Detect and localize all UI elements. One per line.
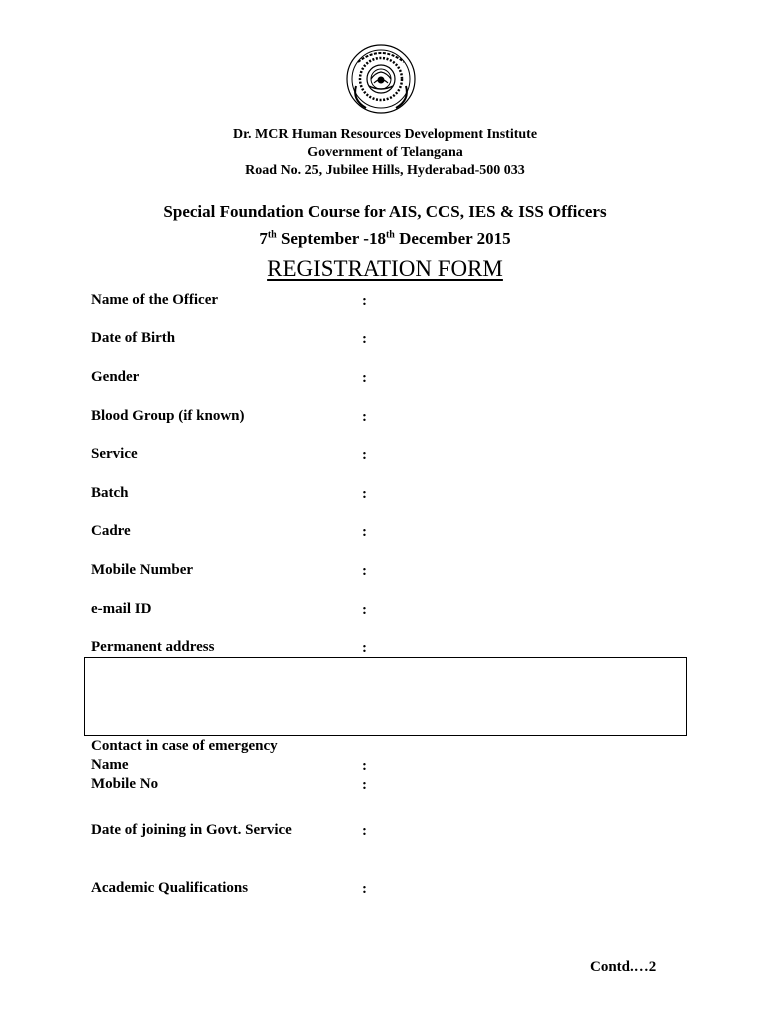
field-colon-joining-date: : <box>362 823 367 839</box>
continued-note: Contd.…2 <box>590 959 657 975</box>
institute-name: Dr. MCR Human Resources Development Institute <box>232 127 538 142</box>
field-colon-blood-group: : <box>362 409 367 425</box>
field-colon-qualifications: : <box>362 881 367 897</box>
field-colon-gender: : <box>362 370 367 386</box>
field-colon-mobile: : <box>362 563 367 579</box>
field-label-batch: Batch <box>91 485 129 501</box>
field-label-dob: Date of Birth <box>91 330 176 346</box>
field-colon-emergency-name: : <box>362 758 367 774</box>
field-label-gender: Gender <box>91 369 140 385</box>
start-month: September - <box>280 229 369 248</box>
field-label-cadre: Cadre <box>91 523 131 539</box>
institute-emblem-seal <box>344 42 418 116</box>
field-colon-dob: : <box>362 331 367 347</box>
end-day: 18 <box>368 229 386 248</box>
form-title-text: REGISTRATION FORM <box>267 256 503 281</box>
field-label-mobile: Mobile Number <box>91 562 194 578</box>
end-day-suffix: th <box>385 229 395 241</box>
emergency-contact-heading: Contact in case of emergency <box>91 738 278 754</box>
field-label-emergency-name: Name <box>91 757 129 773</box>
field-label-email: e-mail ID <box>91 601 152 617</box>
start-day: 7 <box>259 229 268 248</box>
field-label-blood-group: Blood Group (if known) <box>91 408 245 424</box>
end-date-rest: December 2015 <box>399 229 511 248</box>
field-label-qualifications: Academic Qualifications <box>91 880 249 896</box>
field-label-joining-date: Date of joining in Govt. Service <box>91 822 292 838</box>
government-name: Government of Telangana <box>307 145 463 160</box>
field-colon-name: : <box>362 293 367 309</box>
field-colon-emergency-mobile: : <box>362 777 367 793</box>
field-colon-batch: : <box>362 486 367 502</box>
field-colon-email: : <box>362 602 367 618</box>
field-label-permanent-address: Permanent address <box>91 639 215 655</box>
field-colon-permanent-address: : <box>362 640 367 656</box>
field-colon-service: : <box>362 447 367 463</box>
field-label-name: Name of the Officer <box>91 292 219 308</box>
permanent-address-box[interactable] <box>84 657 687 736</box>
field-label-service: Service <box>91 446 138 462</box>
form-title <box>0 255 770 283</box>
field-label-emergency-mobile: Mobile No <box>91 776 159 792</box>
start-day-suffix: th <box>267 229 277 241</box>
institute-address: Road No. 25, Jubilee Hills, Hyderabad-500 033 <box>245 163 525 178</box>
course-title: Special Foundation Course for AIS, CCS, IES & ISS Officers <box>163 202 607 221</box>
course-dates <box>0 228 770 250</box>
field-colon-cadre: : <box>362 524 367 540</box>
